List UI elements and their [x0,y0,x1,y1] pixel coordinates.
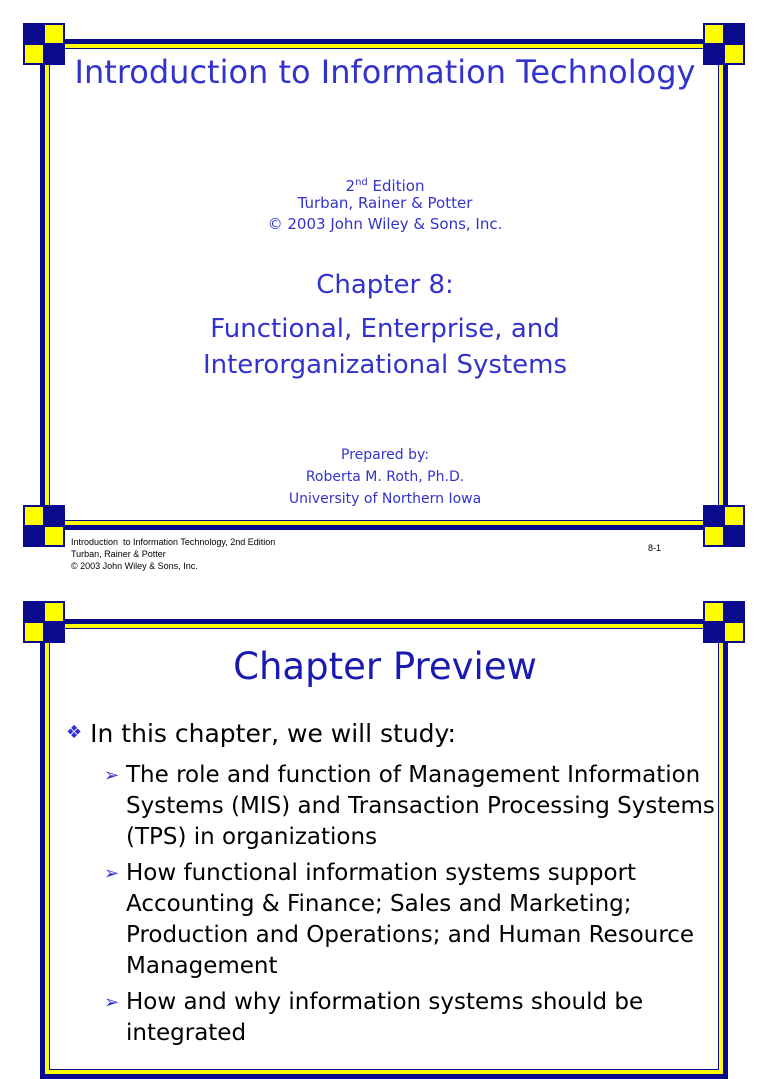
sub-bullet-list [104,760,724,1054]
page-number: 8-1 [648,543,662,553]
sub-bullet-item [104,858,724,982]
authors: Turban, Rainer & Potter [297,194,473,212]
arrow-icon: ➢ [104,992,120,1013]
chapter-name-line-1: Functional, Enterprise, and [210,314,560,344]
arrow-icon: ➢ [104,765,120,786]
corner-decoration-top-left [23,23,65,65]
prepared-by-label: Prepared by: [341,447,429,463]
chapter-label: Chapter 8: [316,270,454,300]
sub-bullet-text: How functional information systems support Accounting & Finance; Sales and Marketing; Production and Operations; and Human Resource Management [126,860,695,979]
footer-line-2: Turban, Rainer & Potter [71,549,166,559]
chapter-name-line-2: Interorganizational Systems [202,350,568,380]
sub-bullet-item [104,987,724,1049]
slide-title: Chapter Preview [233,645,537,688]
preparer-affiliation: University of Northern Iowa [288,491,482,507]
sub-bullet-text: The role and function of Management Information Systems (MIS) and Transaction Processing Systems (TPS) in organizations [126,762,715,850]
footer-line-3: © 2003 John Wiley & Sons, Inc. [71,561,198,571]
edition-suffix: nd [355,177,368,188]
sub-bullet-text: How and why information systems should be integrated [126,989,644,1046]
footer-line-1: Introduction to Information Technology, 2nd Edition [71,537,276,547]
arrow-icon: ➢ [104,863,120,884]
prepared-by-block [60,444,710,510]
diamond-cluster-icon: ❖ [66,722,83,743]
slide-footer [71,536,275,572]
edition-text: Edition [367,177,425,195]
sub-bullet-item [104,760,724,853]
slide-2 [0,580,768,1046]
corner-decoration-bottom-left [23,505,65,547]
main-bullet-text: In this chapter, we will study: [90,719,456,748]
edition-number: 2 [345,177,356,195]
corner-decoration-top-left [23,601,65,643]
book-title: Introduction to Information Technology [74,53,696,91]
chapter-name [60,311,710,383]
corner-decoration-top-right [703,601,745,643]
main-bullet [66,718,456,750]
edition-line [60,173,710,196]
preparer-name: Roberta M. Roth, Ph.D. [305,469,465,485]
corner-decoration-bottom-right [703,505,745,547]
copyright: © 2003 John Wiley & Sons, Inc. [267,215,503,233]
